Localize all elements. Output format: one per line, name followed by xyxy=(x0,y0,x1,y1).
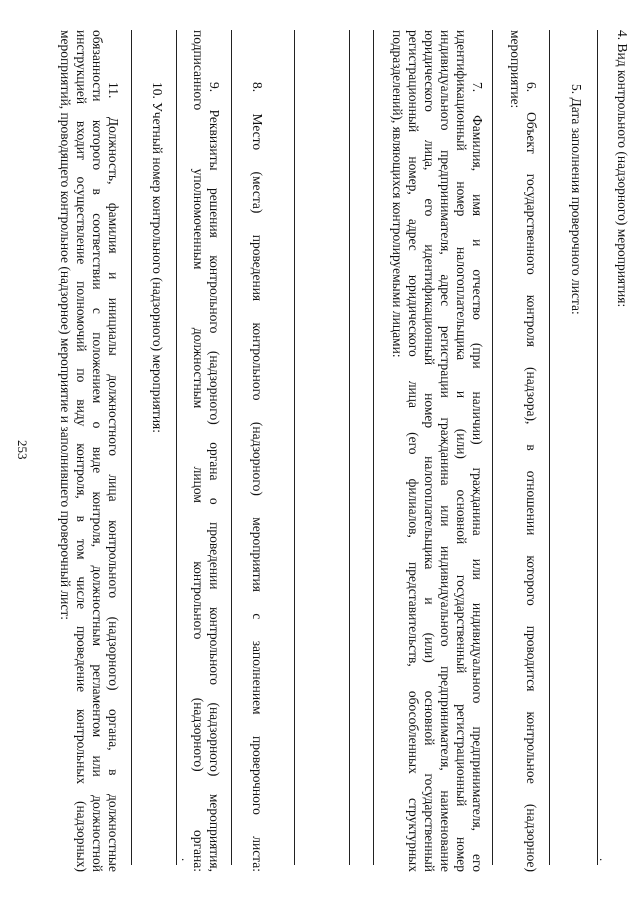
item-9-text-line1: 9. Реквизиты решения контрольного (надзорного) органа о проведении контрольного (надзорного) мероприятия, xyxy=(207,82,222,872)
page-number: 253 xyxy=(15,440,30,460)
item-5-label: 5. Дата заполнения проверочного листа: xyxy=(569,84,584,315)
item-6-answer-line xyxy=(492,30,493,865)
item-8-answer-line-1 xyxy=(294,30,295,865)
item-7-answer-line-2 xyxy=(349,30,350,865)
item-11-line: инструкцией входит осуществление полномочий по виду контроля, в том числе проведение контрольных (надзорных) xyxy=(74,30,89,872)
item-4-label: 4. Вид контрольного (надзорного) мероприятия: xyxy=(615,30,630,308)
item-6-text-line2: мероприятие: xyxy=(508,30,523,109)
item-7-line: регистрационный номер, адрес юридического лица (его филиалов, представительств, обособленных структурных xyxy=(406,30,421,872)
item-11-line-last: мероприятий, проводящего контрольное (надзорное) мероприятие и заполнившего проверочный лист: xyxy=(58,30,73,621)
item-7-line: юридического лица, его идентификационный номер налогоплательщика и (или) основной государственный xyxy=(422,30,437,872)
item-10-answer-line xyxy=(131,30,132,865)
item-7-paragraph xyxy=(389,30,485,872)
item-7-line: индивидуального предпринимателя, адрес регистрации гражданина или индивидуального предпринимателя, наименование xyxy=(438,30,453,872)
item-7-line: 7. Фамилия, имя и отчество (при наличии) гражданина или индивидуального предпринимателя, его xyxy=(470,82,485,872)
item-11-line: 11. Должность, фамилия и инициалы должностного лица контрольного (надзорного) органа, в должностные xyxy=(106,82,121,872)
item-8-text: 8. Место (места) проведения контрольного (надзорного) мероприятия с заполнением проверочного листа: xyxy=(250,82,265,872)
item-9-dot: . xyxy=(179,858,194,862)
item-6-text-line1: 6. Объект государственного контроля (надзора), в отношении которого проводится контрольное (надзорное) xyxy=(524,82,539,872)
item-9-answer-line xyxy=(176,30,177,865)
item-11-paragraph xyxy=(57,30,121,872)
item-4-dot: . xyxy=(597,858,612,862)
item-7-answer-line-1 xyxy=(373,30,374,865)
item-7-line: идентификационный номер налогоплательщика и (или) основной государственный регистрационный номер xyxy=(454,30,469,872)
item-9-text-line2: подписанного уполномоченным должностным лицом контрольного (надзорного) органа: xyxy=(191,30,206,872)
item-5-answer-line xyxy=(549,30,550,865)
item-4-answer-line xyxy=(597,30,598,865)
item-7-line-last: подразделений), являющихся контролируемыми лицами: xyxy=(390,30,405,358)
item-8-answer-line-2 xyxy=(231,30,232,865)
item-11-line: обязанности которого в соответствии с положением о виде контроля, должностным регламентом или должностной xyxy=(90,30,105,872)
item-10-label: 10. Учетный номер контрольного (надзорного) мероприятия: xyxy=(150,82,165,434)
